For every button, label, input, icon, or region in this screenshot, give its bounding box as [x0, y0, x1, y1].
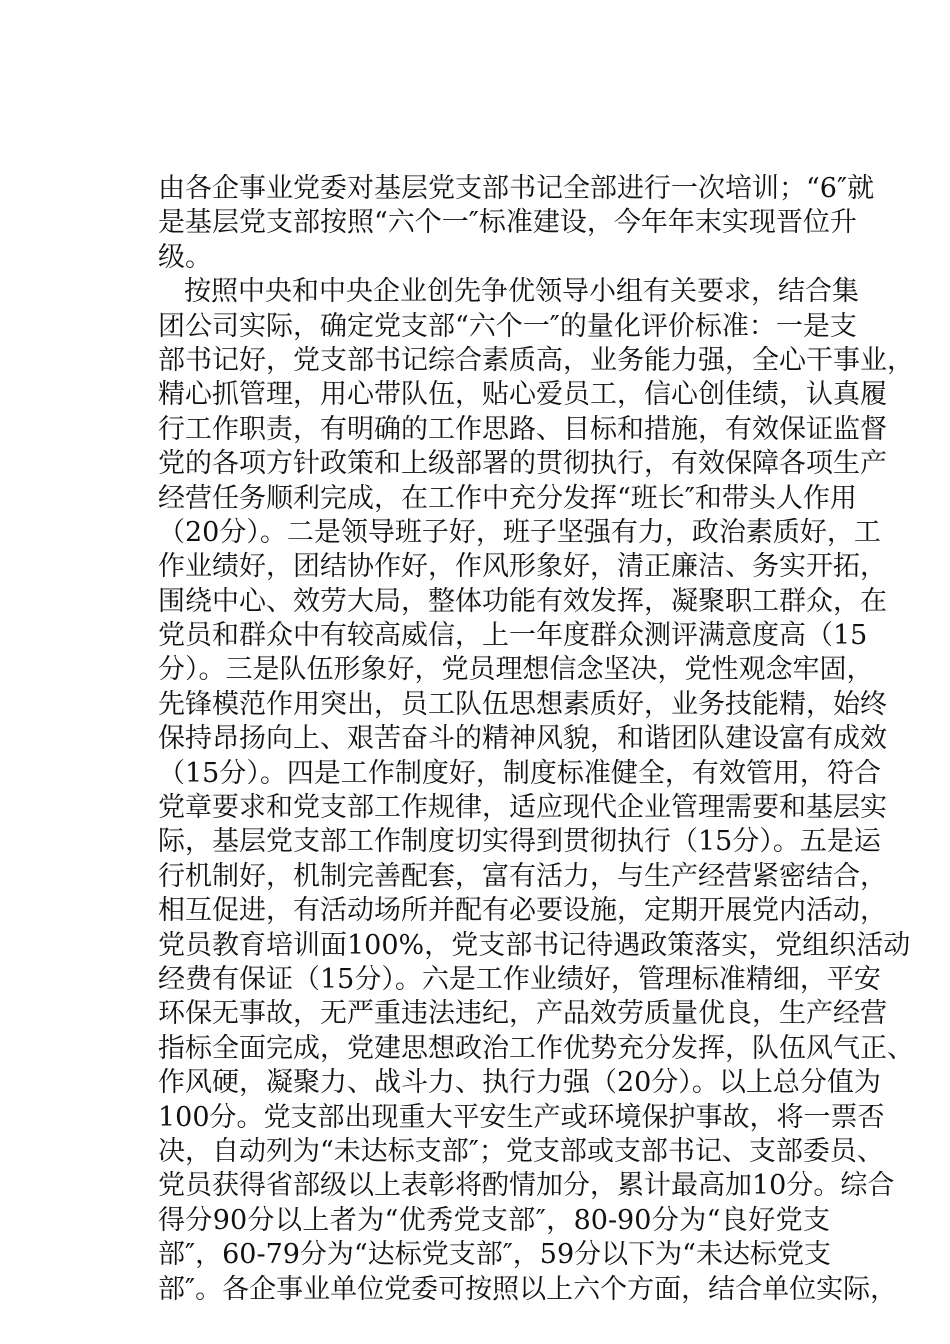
text-line: 决，自动列为“未达标支部″；党支部或支部书记、支部委员、 — [158, 1135, 884, 1167]
text-line: （15分）。四是工作制度好，制度标准健全，有效管用，符合 — [158, 757, 881, 789]
text-line: 部″，60-79分为“达标党支部″，59分以下为“未达标党支 — [158, 1239, 831, 1271]
text-line: 环保无事故，无严重违法违纪，产品效劳质量优良，生产经营 — [158, 998, 887, 1030]
text-line: 党员获得省部级以上表彰将酌情加分，累计最高加10分。综合 — [158, 1170, 895, 1202]
text-line: 相互促进，有活动场所并配有必要设施，定期开展党内活动， — [158, 895, 887, 927]
text-line: 分）。三是队伍形象好，党员理想信念坚决，党性观念牢固， — [158, 654, 874, 686]
text-line: 党章要求和党支部工作规律，适应现代企业管理需要和基层实 — [158, 792, 887, 824]
text-line: 经营任务顺利完成，在工作中充分发挥“班长″和带头人作用 — [158, 482, 857, 514]
text-line: 党员教育培训面100%，党支部书记待遇政策落实，党组织活动 — [158, 929, 911, 961]
text-line: 经费有保证（15分）。六是工作业绩好，管理标准精细，平安 — [158, 963, 881, 995]
text-line: 作业绩好，团结协作好，作风形象好，清正廉洁、务实开拓， — [158, 551, 887, 583]
body-text — [158, 172, 914, 1307]
text-line: 得分90分以上者为“优秀党支部″，80-90分为“良好党支 — [158, 1204, 830, 1236]
text-line: 际，基层党支部工作制度切实得到贯彻执行（15分）。五是运 — [158, 826, 881, 858]
text-line: 围绕中心、效劳大局，整体功能有效发挥，凝聚职工群众，在 — [158, 585, 887, 617]
text-line: 由各企事业党委对基层党支部书记全部进行一次培训；“6″就 — [158, 173, 875, 204]
text-line: 精心抓管理，用心带队伍，贴心爱员工，信心创佳绩，认真履 — [158, 379, 887, 411]
text-line: 行工作职责，有明确的工作思路、目标和措施，有效保证监督 — [158, 413, 887, 445]
text-line: 行机制好，机制完善配套，富有活力，与生产经营紧密结合， — [158, 860, 887, 892]
text-line: 党员和群众中有较高威信，上一年度群众测评满意度高（15 — [158, 620, 868, 652]
text-line: 级。 — [158, 241, 212, 273]
text-line: 指标全面完成，党建思想政治工作优势充分发挥，队伍风气正、 — [158, 1032, 914, 1064]
text-line: 100分。党支部出现重大平安生产或环境保护事故，将一票否 — [158, 1101, 885, 1133]
text-line: 团公司实际，确定党支部“六个一″的量化评价标准：一是支 — [158, 310, 857, 342]
text-line: 先锋模范作用突出，员工队伍思想素质好，业务技能精，始终 — [158, 688, 887, 720]
text-line: 党的各项方针政策和上级部署的贯彻执行，有效保障各项生产 — [158, 448, 887, 480]
text-line: 作风硬，凝聚力、战斗力、执行力强（20分）。以上总分值为 — [158, 1067, 881, 1099]
text-line: 部″。各企事业单位党委可按照以上六个方面，结合单位实际， — [158, 1273, 898, 1305]
text-line: 是基层党支部按照“六个一″标准建设，今年年末实现晋位升 — [158, 207, 857, 239]
paragraph-first-line: 按照中央和中央企业创先争优领导小组有关要求，结合集 — [184, 276, 859, 308]
text-line: 保持昂扬向上、艰苦奋斗的精神风貌，和谐团队建设富有成效 — [158, 723, 887, 755]
text-line: （20分）。二是领导班子好，班子坚强有力，政治素质好，工 — [158, 516, 881, 548]
text-line: 部书记好，党支部书记综合素质高，业务能力强，全心干事业， — [158, 344, 914, 376]
